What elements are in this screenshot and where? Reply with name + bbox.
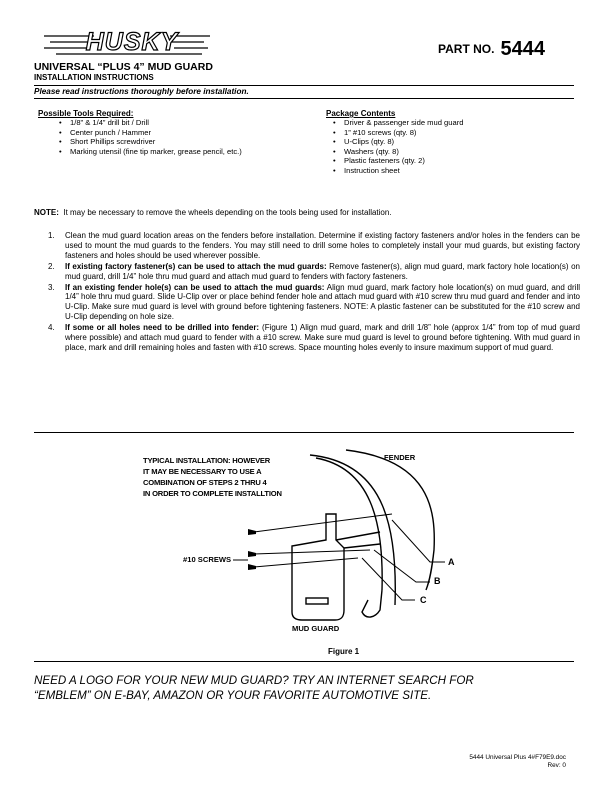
package-item: • 1” #10 screws (qty. 8) <box>344 128 463 138</box>
tool-item: • 1/8” & 1/4” drill bit / Drill <box>70 118 242 128</box>
screw-icon <box>248 564 256 570</box>
figure-note-line: COMBINATION OF STEPS 2 THRU 4 <box>143 478 267 487</box>
tools-heading: Possible Tools Required: <box>38 109 134 118</box>
step-number: 1. <box>48 231 55 240</box>
package-item: • Instruction sheet <box>344 166 463 176</box>
fender-label: FENDER <box>384 453 416 462</box>
revision: Rev: 0 <box>547 762 566 769</box>
document-footer <box>469 754 566 770</box>
step-heading: If existing factory fastener(s) can be used to attach the mud guards: <box>65 261 327 271</box>
mud-guard-label: MUD GUARD <box>292 624 340 633</box>
package-heading: Package Contents <box>326 109 396 118</box>
tool-item: • Marking utensil (fine tip marker, grease pencil, etc.) <box>70 147 242 157</box>
screw-icon <box>248 551 256 557</box>
divider-bottom <box>34 661 574 662</box>
screw-icon <box>248 529 256 535</box>
step-number: 3. <box>48 282 55 292</box>
part-number-block <box>438 38 545 61</box>
advert-line: “EMBLEM” ON E-BAY, AMAZON OR YOUR FAVORITE AUTOMOTIVE SITE. <box>34 689 432 702</box>
step-item <box>48 262 580 282</box>
callout-b: B <box>434 576 441 586</box>
callout-c: C <box>420 595 427 605</box>
figure-note-line: IN ORDER TO COMPLETE INSTALLTION <box>143 489 282 498</box>
package-item: • Plastic fasteners (qty. 2) <box>344 156 463 166</box>
step-number: 2. <box>48 261 55 271</box>
figure-caption: Figure 1 <box>328 647 360 656</box>
part-label: PART NO. <box>438 42 495 56</box>
page-title: UNIVERSAL “PLUS 4” MUD GUARD <box>34 61 213 73</box>
callout-a: A <box>448 557 455 567</box>
step-item <box>48 323 580 353</box>
note-label: NOTE: <box>34 208 59 217</box>
read-instructions-note: Please read instructions thoroughly before installation. <box>34 85 574 99</box>
husky-logo <box>42 22 212 62</box>
general-note <box>34 208 594 217</box>
logo-advert <box>34 673 594 703</box>
step-heading: If some or all holes need to be drilled into fender: <box>65 323 260 333</box>
step-item <box>48 283 580 323</box>
step-text: (Figure 1) Align mud guard, mark and drill 1/8” hole (approx 1/4” from top of mud guard where possible) and attach mud guard to fender with a #10 screw. Make sure mud guard is level to ground before tightening. With mud guard in place, mark and drill remaining holes and fasten with #10 screws. Space mounting holes evenly to insure maximum support of mud guard. <box>65 323 580 352</box>
step-text: Clean the mud guard location areas on the fenders before installation. Determine if existing factory fasteners and/or holes in the fenders can be used to mount the mud guards to the fenders. You may still need to drill some holes to completely install your mud guards, but existing factory fasteners and holes should be used wherever possible. <box>65 231 580 260</box>
tool-item: • Center punch / Hammer <box>70 128 242 138</box>
package-item: • Washers (qty. 8) <box>344 147 463 157</box>
divider-top <box>34 432 574 433</box>
note-text: It may be necessary to remove the wheels depending on the tools being used for installation. <box>63 208 392 217</box>
step-text: Remove fastener(s), align mud guard, mark factory hole location(s) on mud guard, drill 1/4” hole thru mud guard and attach mud guard to fenders with factory fasteners. <box>65 261 580 281</box>
step-number: 4. <box>48 323 55 333</box>
advert-line: NEED A LOGO FOR YOUR NEW MUD GUARD? TRY AN INTERNET SEARCH FOR <box>34 674 474 687</box>
step-heading: If an existing fender hole(s) can be used to attach the mud guards: <box>65 282 325 292</box>
page-subtitle: INSTALLATION INSTRUCTIONS <box>34 73 154 82</box>
step-text: Align mud guard, mark factory hole location(s) on mud guard, and drill 1/4” hole thru mud guard. Slide U-Clip over or place behind fender hole and attach mud guard with #10 screw thru mud guard and fender and into U-Clip. Make sure mud guard is level with ground before tightening fasteners. NOTE: A plastic fastener can be substituted for the #10 screw and U-Clip depending on hole size. <box>65 282 580 322</box>
doc-name: 5444 Universal Plus 4#F79E9.doc <box>469 754 566 761</box>
tool-item: • Short Phillips screwdriver <box>70 137 242 147</box>
package-item: • U-Clips (qty. 8) <box>344 137 463 147</box>
tools-section <box>38 109 242 156</box>
svg-text:HUSKY: HUSKY <box>85 28 179 56</box>
step-item <box>48 231 580 261</box>
steps-list <box>48 231 580 354</box>
package-item: • Driver & passenger side mud guard <box>344 118 463 128</box>
screws-label: #10 SCREWS <box>183 555 232 564</box>
figure-note-line: IT MAY BE NECESSARY TO USE A <box>143 467 262 476</box>
package-section <box>326 109 463 175</box>
part-number: 5444 <box>500 38 545 60</box>
figure-note-line: TYPICAL INSTALLATION: HOWEVER <box>143 456 271 465</box>
